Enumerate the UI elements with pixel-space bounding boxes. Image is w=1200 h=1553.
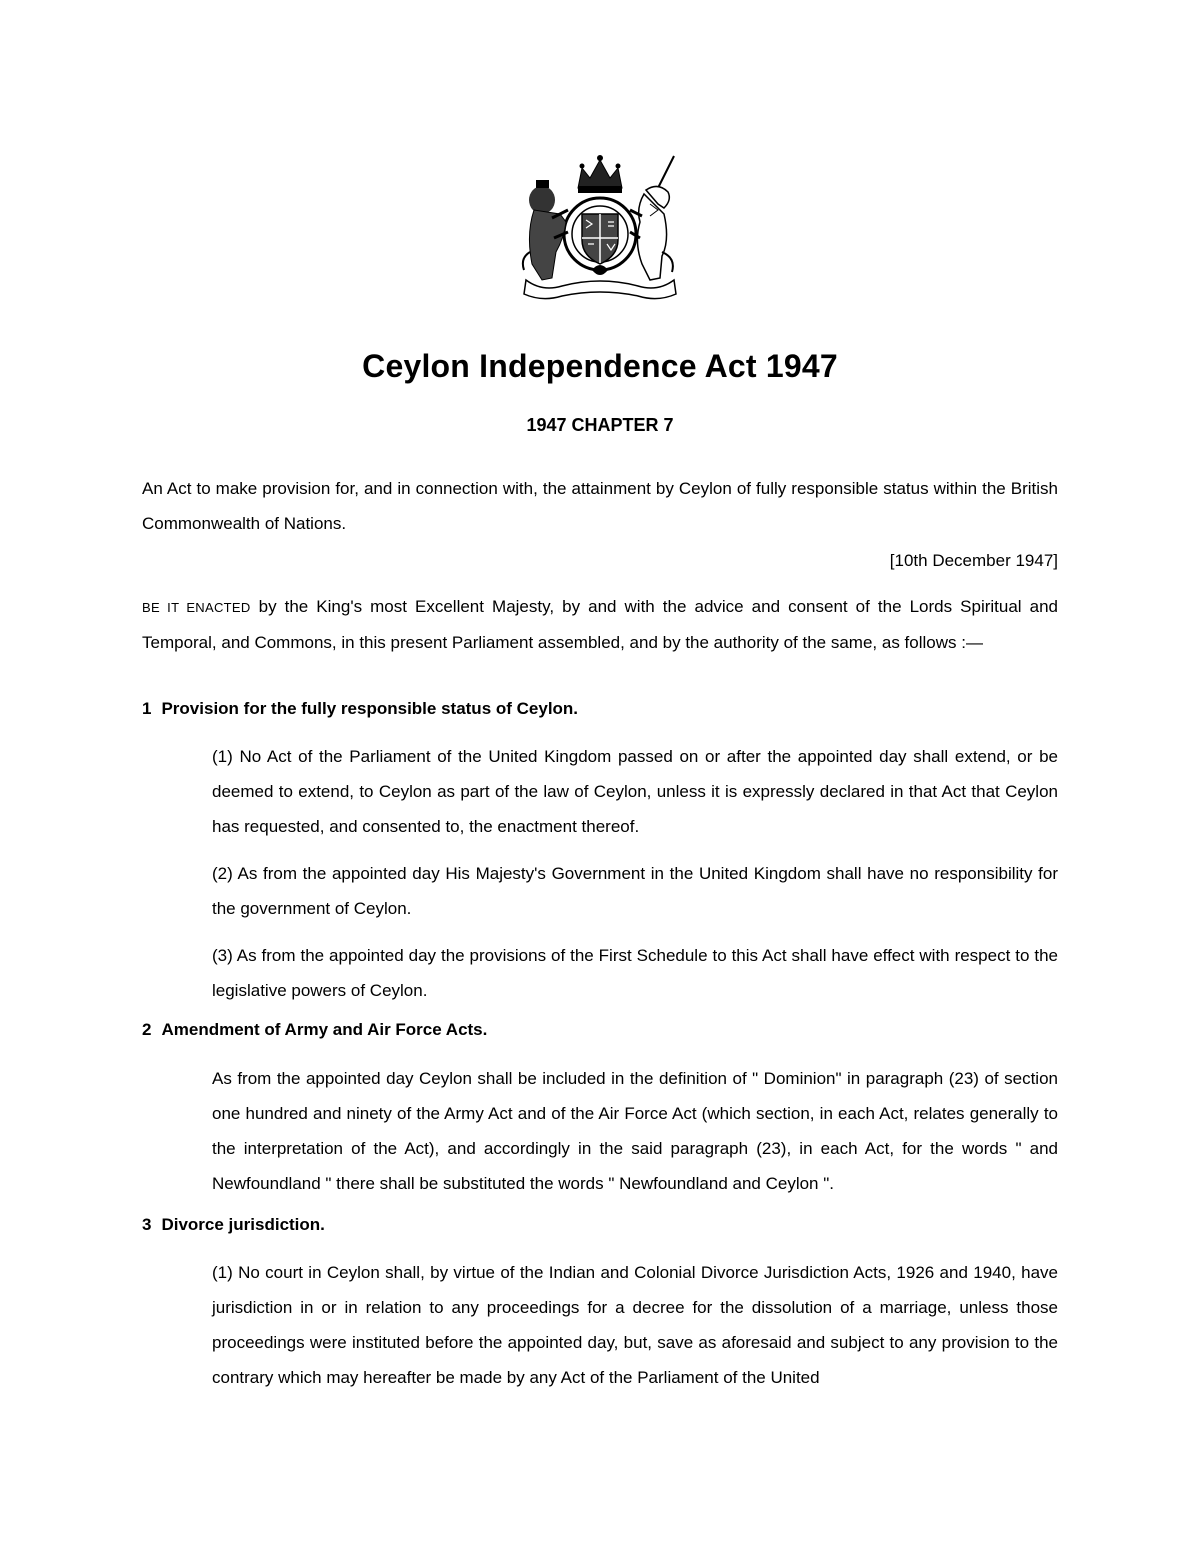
act-title: Ceylon Independence Act 1947 — [362, 348, 838, 384]
subsection-paragraph: (1) No Act of the Parliament of the United Kingdom passed on or after the appointed day shall extend, or be deemed to extend, to Ceylon as part of the law of Ceylon, unless it is expressly declared in that Act that Ceylon has requested, and consented to, the enactment thereof. — [212, 747, 1058, 836]
section-title: Divorce jurisdiction. — [161, 1215, 325, 1234]
chapter-number: 1947 CHAPTER 7 — [526, 415, 674, 435]
enacting-words-small-caps: BE IT ENACTED — [142, 600, 251, 615]
section-title: Amendment of Army and Air Force Acts. — [161, 1020, 488, 1039]
royal-coat-of-arms-emblem — [512, 152, 688, 302]
section-number: 1 — [142, 699, 152, 718]
subsection-paragraph: (3) As from the appointed day the provisions of the First Schedule to this Act shall have effect with respect to the legislative powers of Ceylon. — [212, 946, 1058, 1000]
unicorn-supporter-icon — [630, 156, 674, 280]
royal-assent-date: [10th December 1947] — [889, 551, 1058, 570]
section-number: 3 — [142, 1215, 152, 1234]
section-number: 2 — [142, 1020, 152, 1039]
subsection-paragraph: As from the appointed day Ceylon shall be included in the definition of " Dominion" in paragraph (23) of section one hundred and ninety of the Army Act and of the Air Force Act (which section, in each Act, relates generally to the interpretation of the Act), and accordingly in the said paragraph (23), in each Act, for the words " and Newfoundland " there shall be substituted the words " Newfoundland and Ceylon ". — [212, 1069, 1058, 1193]
long-title: An Act to make provision for, and in connection with, the attainment by Ceylon of fully responsible status within the British Commonwealth of Nations. — [142, 479, 1058, 533]
subsection-paragraph: (1) No court in Ceylon shall, by virtue of the Indian and Colonial Divorce Jurisdiction Acts, 1926 and 1940, have jurisdiction in or in relation to any proceedings for a decree for the dissolution of a marriage, unless those proceedings were instituted before the appointed day, but, save as aforesaid and subject to any provision to the contrary which may hereafter be made by any Act of the Parliament of the United — [212, 1263, 1058, 1387]
section-heading — [142, 1019, 487, 1041]
section-heading — [142, 1214, 325, 1236]
subsection-paragraph: (2) As from the appointed day His Majesty's Government in the United Kingdom shall have no responsibility for the government of Ceylon. — [212, 864, 1058, 918]
enacting-formula — [142, 589, 1058, 660]
lion-supporter-icon — [523, 180, 568, 280]
shield-icon — [564, 198, 636, 270]
crown-icon — [578, 155, 622, 193]
enacting-formula-text: by the King's most Excellent Majesty, by and with the advice and consent of the Lords Spiritual and Temporal, and Commons, in this present Parliament assembled, and by the authority of the same, as follows :— — [142, 597, 1058, 652]
section-title: Provision for the fully responsible status of Ceylon. — [161, 699, 579, 718]
section-heading — [142, 698, 578, 720]
